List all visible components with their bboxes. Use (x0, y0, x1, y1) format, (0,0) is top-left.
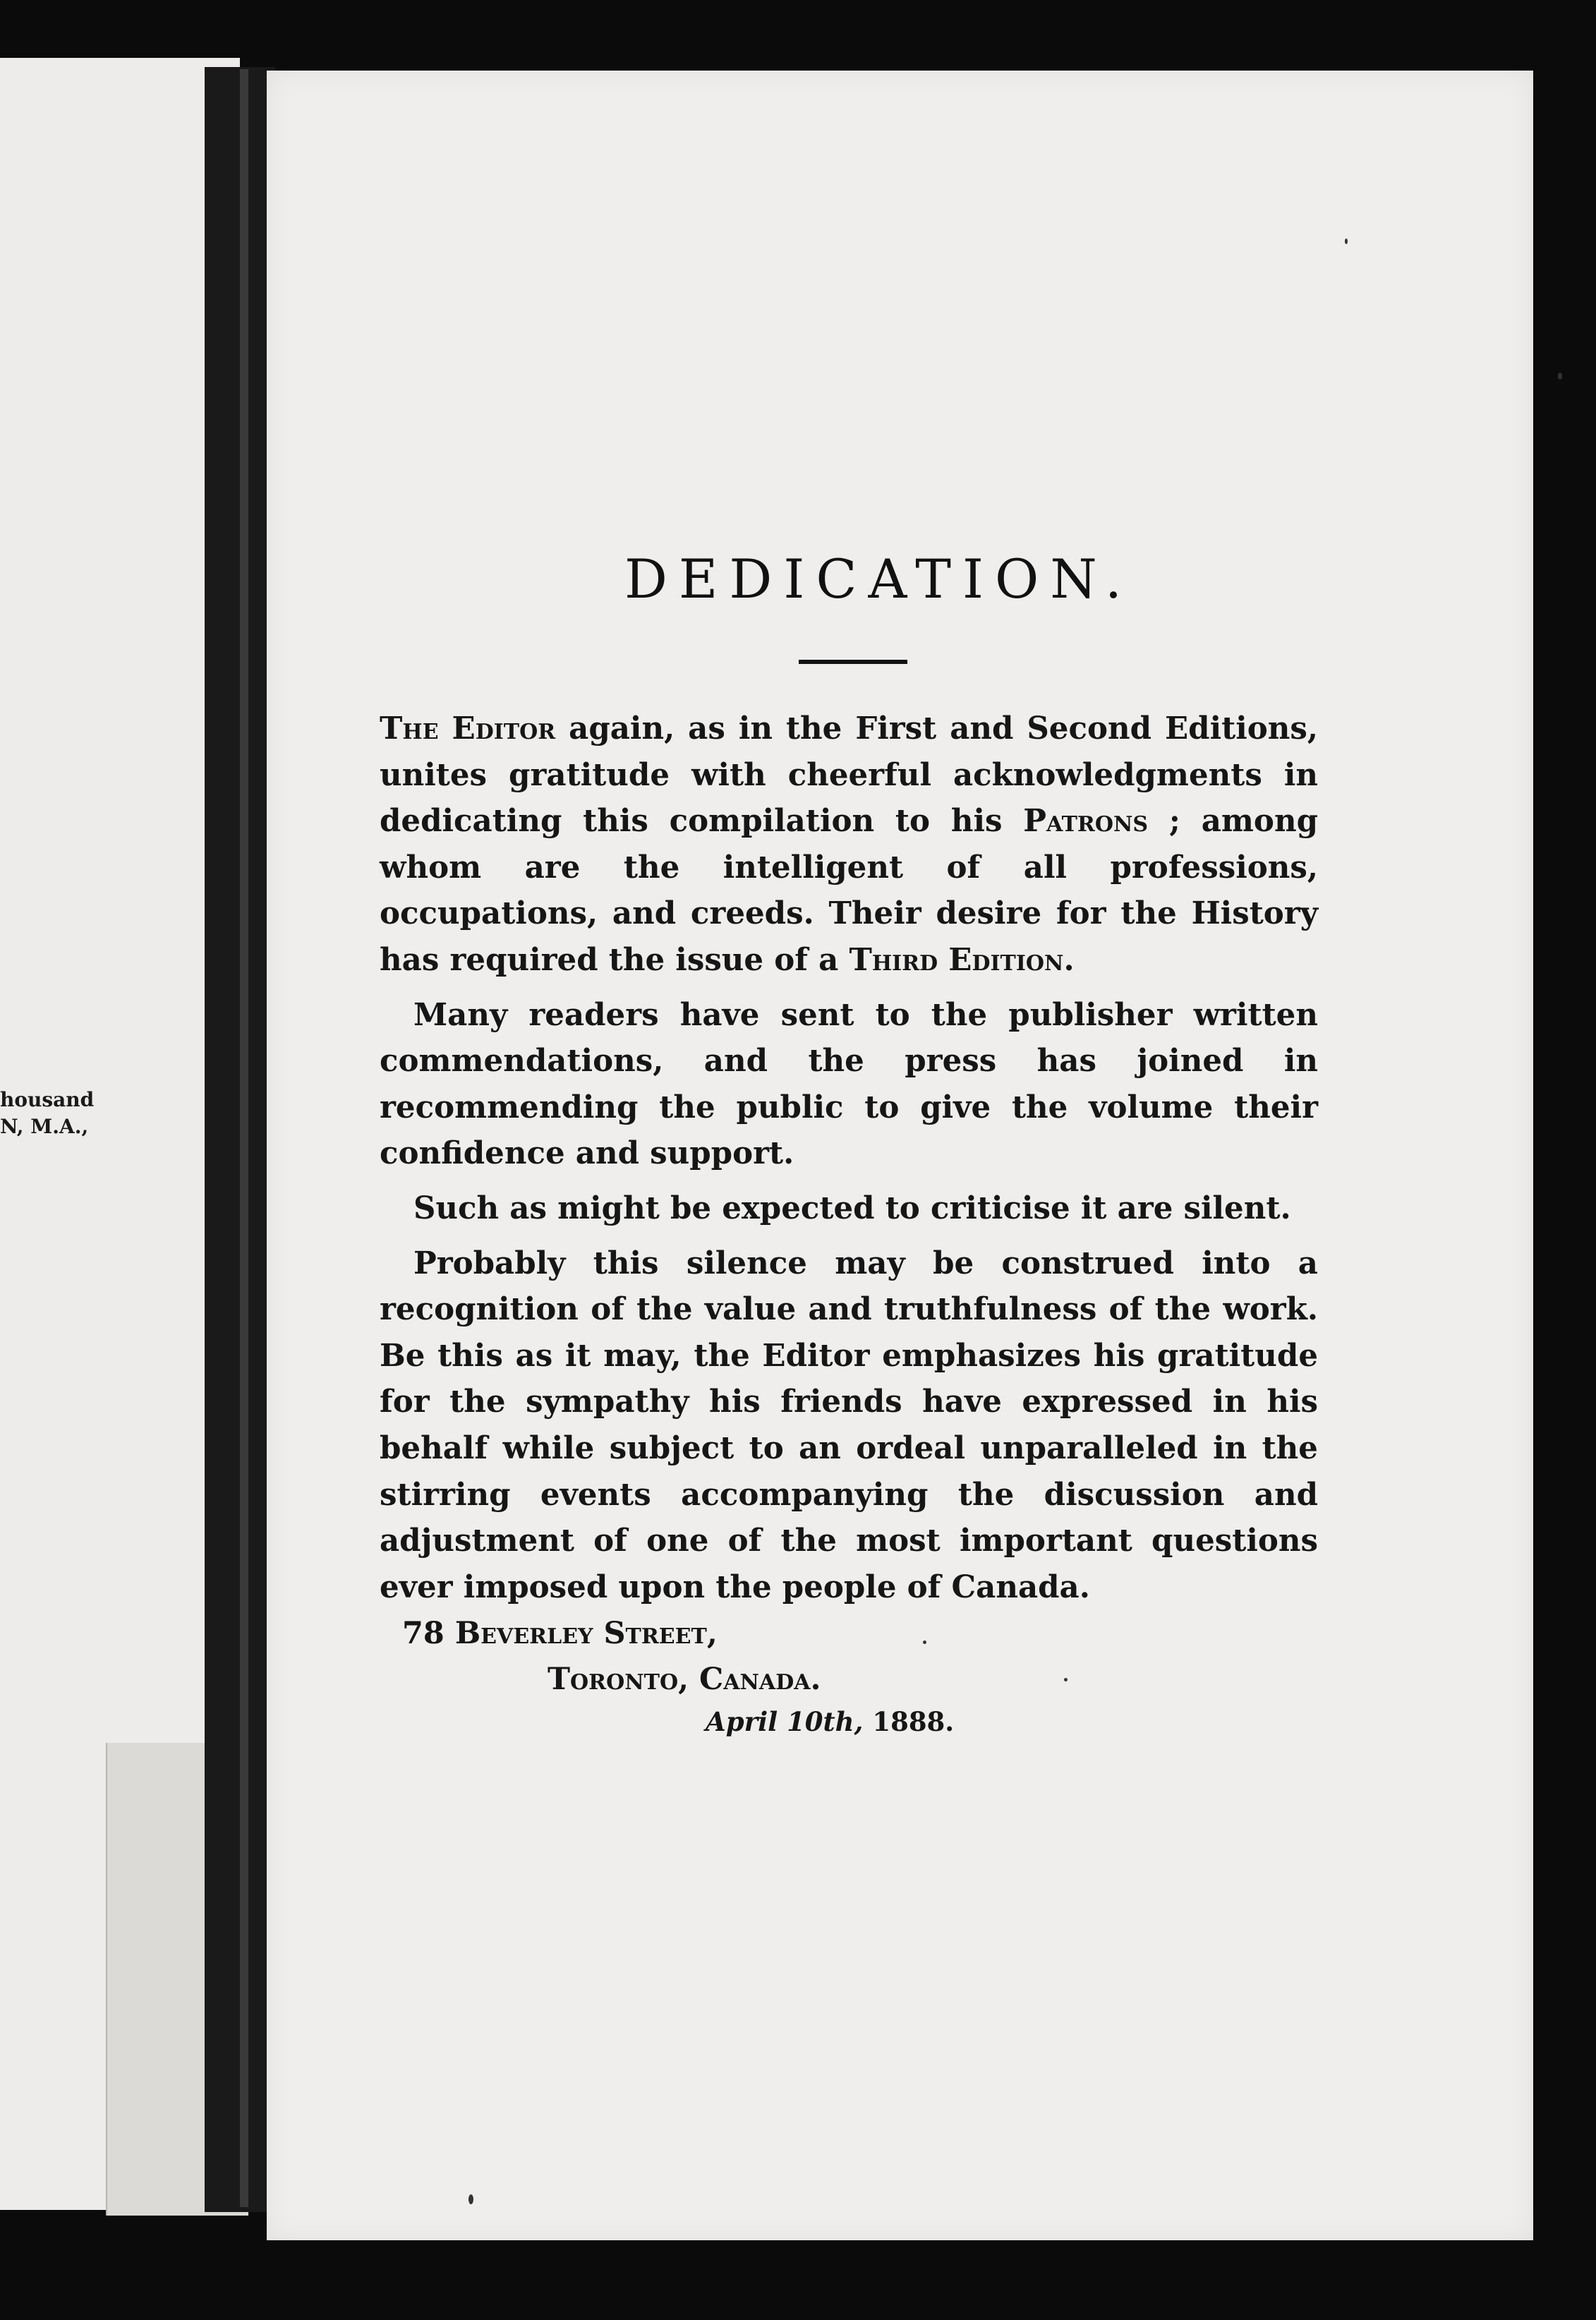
paragraph-1-text-a: again, as in the First and Second Editions, unites gratitude with cheerful acknowledgments in dedicating this compilation to his (380, 711, 1318, 840)
page-title: DEDICATION. (624, 548, 1134, 610)
address-street-line (402, 1616, 718, 1651)
gutter-edge (240, 69, 248, 2207)
title-rule (799, 660, 907, 664)
paper-speck (1558, 373, 1562, 380)
dedication-body (380, 706, 1318, 1619)
left-page-fragment-2: N, M.A., (0, 1115, 89, 1138)
date-line (706, 1706, 954, 1737)
street-number: 78 (402, 1616, 445, 1651)
editor-lead: The Editor (380, 711, 556, 747)
paper-speck (923, 1641, 926, 1644)
paragraph-1-text-c: . (1063, 941, 1075, 978)
address-city-line (548, 1662, 821, 1697)
paper-speck (468, 2194, 473, 2204)
paper-speck (1064, 1678, 1068, 1681)
paragraph-4: Probably this silence may be construed into a recognition of the value and truthfulness of the work. Be this as it may, the Editor emphasizes his gratitude for the sympathy his friends have expressed in his behalf while subject to an ordeal unparalleled in the stirring events accompanying the discussion and adjustment of one of the most important questions ever imposed upon the people of Canada. (380, 1245, 1318, 1605)
left-page-fragment-1: housand (0, 1088, 95, 1111)
paragraph-3: Such as might be expected to criticise it are silent. (413, 1190, 1291, 1226)
third-edition-term: Third Edition (849, 941, 1064, 978)
paragraph-1 (380, 706, 1318, 984)
date-year: 1888. (872, 1706, 955, 1737)
paragraph-2: Many readers have sent to the publisher written commendations, and the press has joined in recommending the public to give the volume their confidence and support. (380, 996, 1318, 1172)
city-name: Toronto, Canada. (548, 1662, 821, 1697)
patrons-term: Patrons (1023, 803, 1149, 840)
paragraph-1-text-b: ; among whom are the intelligent of all professions, occupations, and creeds. Their desire for the History has required the issue of a (380, 803, 1318, 978)
street-name: Beverley Street, (454, 1616, 718, 1651)
paper-speck (1345, 238, 1348, 244)
date-month-day: April 10th, (706, 1706, 864, 1737)
